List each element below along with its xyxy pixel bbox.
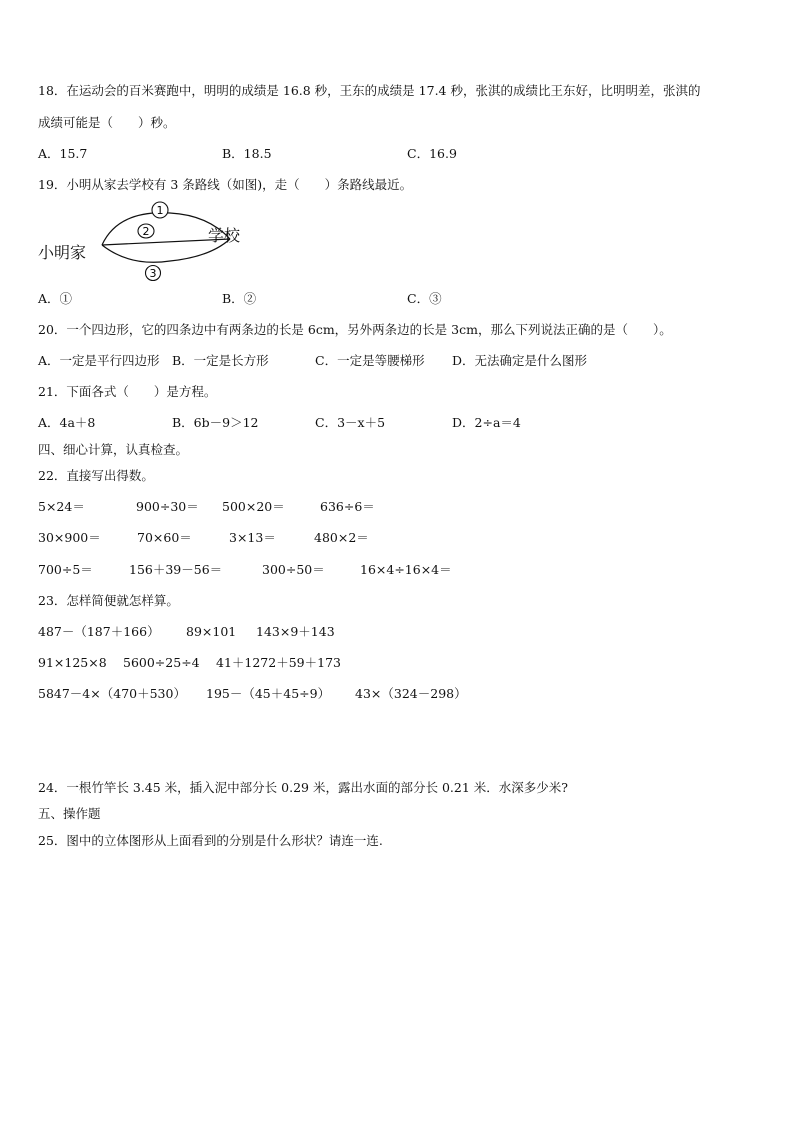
q22-item: 30×900＝ xyxy=(38,530,101,545)
q19-option-a[interactable]: A．① xyxy=(38,291,73,306)
q18-option-a[interactable]: A．15.7 xyxy=(38,146,88,161)
q20-option-b[interactable]: B．一定是长方形 xyxy=(172,353,269,368)
school-label: 学校 xyxy=(208,226,241,245)
home-label: 小明家 xyxy=(38,243,87,262)
section-4-heading: 四、细心计算，认真检查。 xyxy=(38,442,189,457)
q22-item: 700÷5＝ xyxy=(38,562,93,577)
q22-item: 900÷30＝ xyxy=(136,499,199,514)
route-1-label: 1 xyxy=(156,204,164,217)
q23-item: 43×（324－298） xyxy=(355,686,467,701)
route-2-label: 2 xyxy=(142,225,150,238)
q21-option-d[interactable]: D．2÷a＝4 xyxy=(452,415,521,430)
q22-item: 16×4÷16×4＝ xyxy=(360,562,452,577)
q22-item: 636÷6＝ xyxy=(320,499,375,514)
q21-option-a[interactable]: A．4a＋8 xyxy=(38,415,96,430)
q23-item: 143×9＋143 xyxy=(256,624,335,639)
q22-item: 480×2＝ xyxy=(314,530,369,545)
q20-option-d[interactable]: D．无法确定是什么图形 xyxy=(452,353,588,368)
q20-option-c[interactable]: C．一定是等腰梯形 xyxy=(315,353,425,368)
q18-option-b[interactable]: B．18.5 xyxy=(222,146,272,161)
q22-item: 500×20＝ xyxy=(222,499,285,514)
q23-item: 91×125×8 xyxy=(38,655,107,670)
q18-stem-line1: 18．在运动会的百米赛跑中，明明的成绩是 16.8 秒，王东的成绩是 17.4 秒，张淇的成绩比王东好，比明明差，张淇的 xyxy=(38,83,701,98)
q18-option-c[interactable]: C．16.9 xyxy=(407,146,457,161)
q23-item: 487－（187＋166） xyxy=(38,624,160,639)
q22-item: 70×60＝ xyxy=(137,530,192,545)
q20-option-a[interactable]: A．一定是平行四边形 xyxy=(38,353,160,368)
q23-item: 195－（45＋45÷9） xyxy=(206,686,331,701)
q23-stem: 23．怎样简便就怎样算。 xyxy=(38,593,179,608)
q25-stem: 25．图中的立体图形从上面看到的分别是什么形状？请连一连. xyxy=(38,833,383,848)
q22-item: 3×13＝ xyxy=(229,530,276,545)
q24-stem: 24．一根竹竿长 3.45 米，插入泥中部分长 0.29 米，露出水面的部分长 0.21 米．水深多少米? xyxy=(38,780,568,795)
q19-option-c[interactable]: C．③ xyxy=(407,291,442,306)
q22-stem: 22．直接写出得数。 xyxy=(38,468,154,483)
q21-option-c[interactable]: C．3－x＋5 xyxy=(315,415,386,430)
q20-stem: 20．一个四边形，它的四条边中有两条边的长是 6cm，另外两条边的长是 3cm，那么下列说法正确的是（ ）。 xyxy=(38,322,672,337)
q23-item: 89×101 xyxy=(186,624,237,639)
q22-item: 156＋39－56＝ xyxy=(129,562,223,577)
q23-item: 41＋1272＋59＋173 xyxy=(216,655,341,670)
q19-stem: 19．小明从家去学校有 3 条路线（如图)，走（ ）条路线最近。 xyxy=(38,177,413,192)
route-3-label: 3 xyxy=(149,267,157,280)
q19-option-b[interactable]: B．② xyxy=(222,291,257,306)
q22-item: 5×24＝ xyxy=(38,499,85,514)
q22-item: 300÷50＝ xyxy=(262,562,325,577)
q21-stem: 21．下面各式（ ）是方程。 xyxy=(38,384,217,399)
q23-item: 5600÷25÷4 xyxy=(123,655,200,670)
q21-option-b[interactable]: B．6b－9＞12 xyxy=(172,415,259,430)
section-5-heading: 五、操作题 xyxy=(38,806,101,821)
q18-stem-line2: 成绩可能是（ ）秒。 xyxy=(38,115,176,130)
q23-item: 5847－4×（470＋530） xyxy=(38,686,186,701)
